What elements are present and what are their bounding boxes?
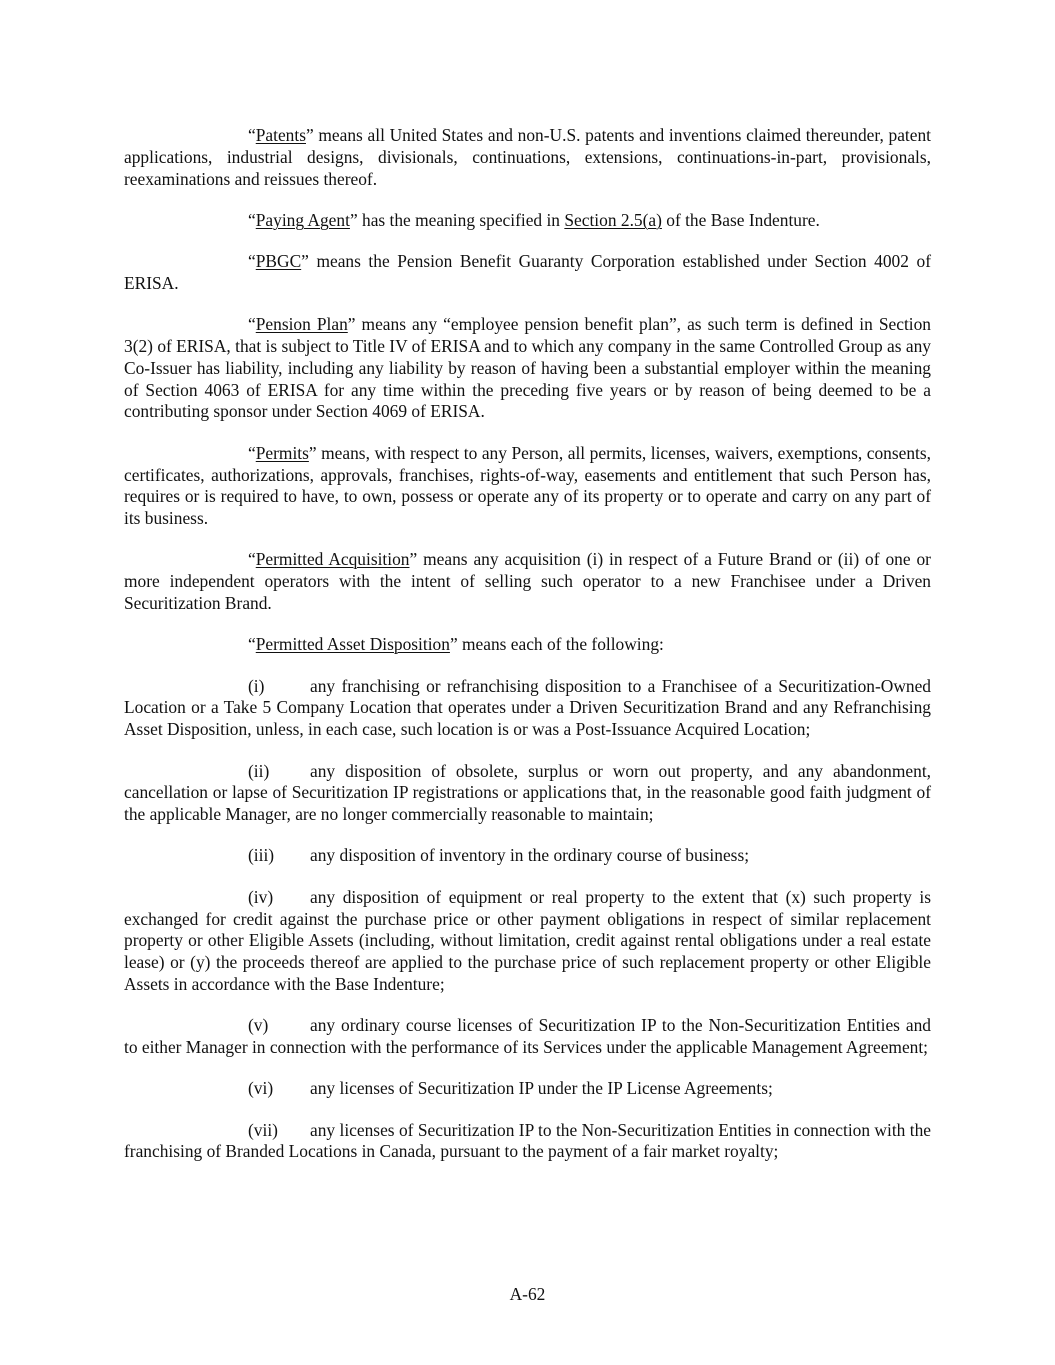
definition-paying-agent: “Paying Agent” has the meaning specified in Section 2.5(a) of the Base Indenture. xyxy=(248,209,820,230)
defined-term: Pension Plan xyxy=(255,314,348,335)
definition-patents: “Patents” means all United States and non-U.S. patents and inventions claimed thereunder, patent applications, industrial designs, divisionals, continuations, extensions, continuations-in-part, provisionals, reexaminations and reissues thereof. xyxy=(124,125,931,189)
page-number: A-62 xyxy=(509,1284,546,1304)
definition-text: ” means the Pension Benefit Guaranty Corporation established under Section 4002 of ERISA. xyxy=(124,251,931,293)
clause-v xyxy=(124,1015,931,1059)
definition-permitted-acquisition: “Permitted Acquisition” means any acquisition (i) in respect of a Future Brand or (ii) of one or more independent operators with the intent of selling such operator to a new Franchisee under a Driven Securitization Brand. xyxy=(124,549,931,614)
clause-text: any franchising or refranchising disposition to a Franchisee of a Securitization-Owned Location or a Take 5 Company Location that operates under a Driven Securitization Brand and any Refranchising Asset Disposition, unless, in each case, such location is or was a Post-Issuance Acquired Location; xyxy=(124,675,931,740)
defined-term: PBGC xyxy=(255,251,302,272)
definition-text: ” means all United States and non-U.S. patents and inventions claimed thereunder, patent applications, industrial designs, divisionals, continuations, extensions, continuations-in-part, provisionals, reexaminations and reissues thereof. xyxy=(124,125,931,189)
clause-number: (vi) xyxy=(248,1078,274,1099)
clause-ii xyxy=(124,761,931,826)
clause-vii xyxy=(124,1120,931,1164)
defined-term: Paying Agent xyxy=(255,209,350,230)
clause-vi xyxy=(124,1078,931,1100)
clause-iii xyxy=(124,845,931,867)
clause-iv xyxy=(124,887,931,996)
definition-permits: “Permits” means, with respect to any Person, all permits, licenses, waivers, exemptions, consents, certificates, authorizations, approvals, franchises, rights-of-way, easements and entitlement that such Person has, requires or is required to have, to own, possess or operate any of its property or to operate and carry on any part of its business. xyxy=(124,442,931,529)
defined-term: Permits xyxy=(255,442,309,463)
definition-text: ” means any acquisition (i) in respect of a Future Brand or (ii) of one or more independent operators with the intent of selling such operator to a new Franchisee under a Driven Securitization Brand. xyxy=(124,549,931,614)
defined-term: Patents xyxy=(255,125,306,145)
clause-text: any licenses of Securitization IP to the Non-Securitization Entities in connection with the franchising of Branded Locations in Canada, pursuant to the payment of a fair market royalty; xyxy=(124,1119,931,1162)
clause-text: any ordinary course licenses of Securitization IP to the Non-Securitization Entities and to either Manager in connection with the performance of its Services under the applicable Management Agreement; xyxy=(124,1015,931,1057)
definition-text: ” has the meaning specified in xyxy=(349,209,565,230)
clause-number: (v) xyxy=(248,1015,269,1036)
definition-permitted-asset-disposition: “Permitted Asset Disposition” means each of the following: xyxy=(248,634,664,655)
clause-i xyxy=(124,676,931,741)
definition-pbgc: “PBGC” means the Pension Benefit Guaranty Corporation established under Section 4002 of ERISA. xyxy=(124,251,931,293)
clause-text: any licenses of Securitization IP under the IP License Agreements; xyxy=(310,1078,773,1099)
definition-text: ” means any “employee pension benefit plan”, as such term is defined in Section 3(2) of ERISA, that is subject to Title IV of ERISA and to which any company in the same Controlled Group as any Co-Issuer has liability, including any liability by reason of having been a substantial employer within the meaning of Section 4063 of ERISA for any time within the preceding five years or by reason of being deemed to be a contributing sponsor under Section 4069 of ERISA. xyxy=(124,314,932,422)
clause-number: (iv) xyxy=(248,886,274,907)
clause-text: any disposition of inventory in the ordinary course of business; xyxy=(310,845,750,866)
clause-number: (iii) xyxy=(248,845,275,866)
clause-text: any disposition of equipment or real property to the extent that (x) such property is exchanged for credit against the purchase price or other payment obligations in respect of similar replacement property or other Eligible Assets (including, without limitation, credit against rental obligations under a real estate lease) or (y) the proceeds thereof are applied to the purchase price of such replacement property or other Eligible Assets in accordance with the Base Indenture; xyxy=(124,886,931,994)
defined-term: Permitted Acquisition xyxy=(255,549,410,570)
section-reference: Section 2.5(a) xyxy=(564,209,662,230)
clause-number: (vii) xyxy=(248,1119,278,1140)
clause-number: (ii) xyxy=(248,760,270,781)
definition-pension-plan: “Pension Plan” means any “employee pension benefit plan”, as such term is defined in Section 3(2) of ERISA, that is subject to Title IV of ERISA and to which any company in the same Controlled Group as any Co-Issuer has liability, including any liability by reason of having been a substantial employer within the meaning of Section 4063 of ERISA for any time within the preceding five years or by reason of being deemed to be a contributing sponsor under Section 4069 of ERISA. xyxy=(124,314,932,422)
page-body xyxy=(124,125,931,1183)
clause-text: any disposition of obsolete, surplus or worn out property, and any abandonment, cancellation or lapse of Securitization IP registrations or applications that, in the reasonable good faith judgment of the applicable Manager, are no longer commercially reasonable to maintain; xyxy=(124,760,931,825)
definition-text: of the Base Indenture. xyxy=(661,209,820,230)
definition-text: ” means each of the following: xyxy=(449,634,664,655)
definition-text: ” means, with respect to any Person, all permits, licenses, waivers, exemptions, consents, certificates, authorizations, approvals, franchises, rights-of-way, easements and entitlement that such Person has, requires or is required to have, to own, possess or operate any of its property or to operate and carry on any part of its business. xyxy=(124,442,931,529)
defined-term: Permitted Asset Disposition xyxy=(255,634,450,655)
clause-number: (i) xyxy=(248,675,265,696)
